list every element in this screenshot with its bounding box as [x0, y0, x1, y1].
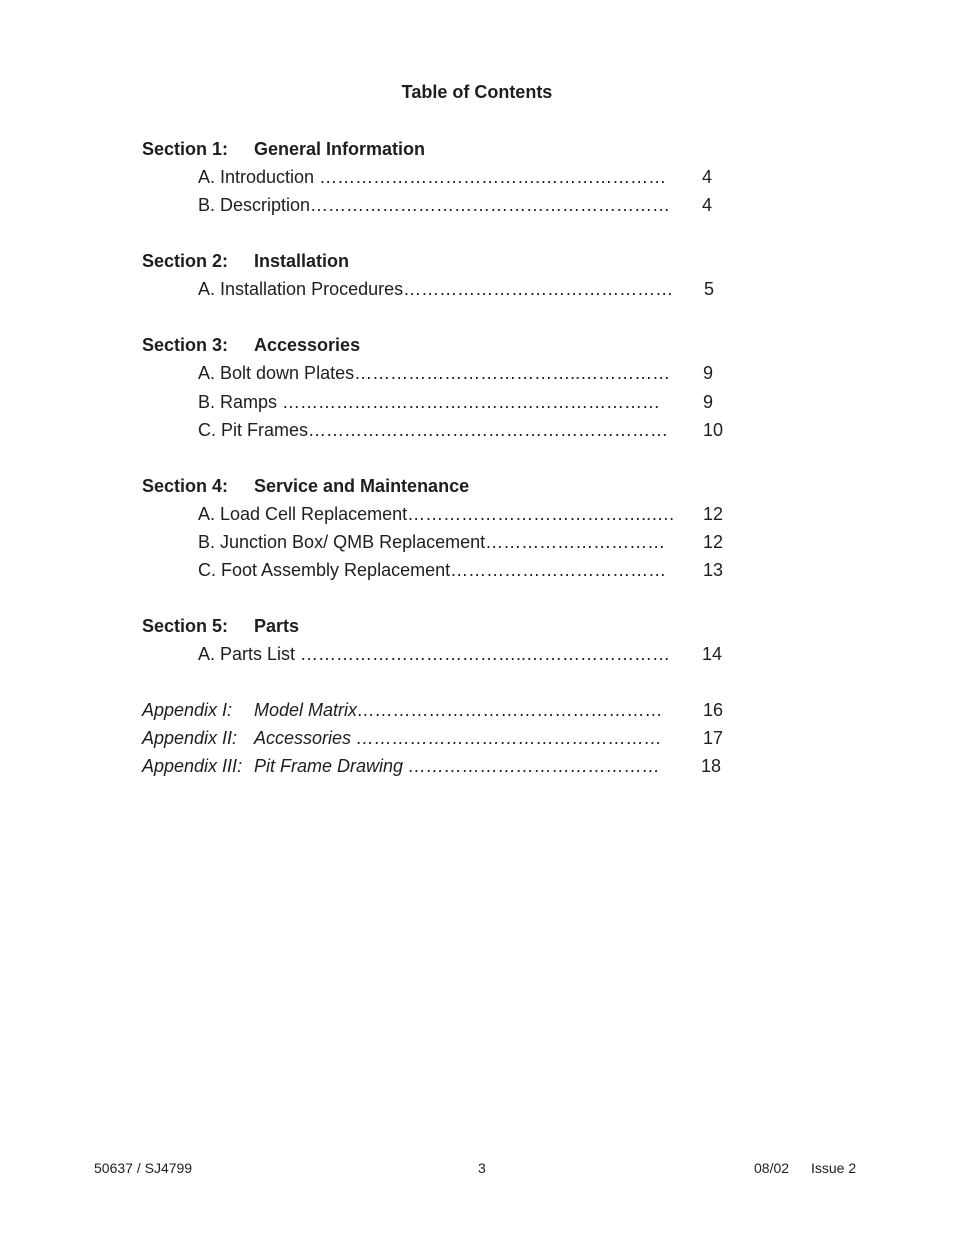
- section-1-heading: [142, 139, 425, 159]
- toc-appendix-page: 18: [701, 756, 722, 776]
- toc-entry-text: A. Parts List ………………………………..……………………: [198, 644, 671, 664]
- toc-entry-ramps[interactable]: [198, 392, 660, 412]
- appendix-label: Appendix II:: [142, 728, 238, 748]
- footer-issue: Issue 2: [811, 1160, 857, 1176]
- toc-entry-parts-list[interactable]: [198, 644, 670, 664]
- footer-date: 08/02: [754, 1160, 790, 1176]
- toc-entry-text: C. Foot Assembly Replacement………………………………: [198, 560, 667, 580]
- section-4-heading: [142, 476, 469, 496]
- toc-entry-page: 12: [703, 532, 724, 552]
- toc-entry-pit-frames[interactable]: [198, 420, 668, 440]
- toc-entry-text: A. Load Cell Replacement…………………………………..….: [198, 504, 675, 524]
- section-5-title: Parts: [254, 616, 300, 636]
- toc-entry-page: 12: [703, 504, 724, 524]
- toc-entry-bolt-down-plates[interactable]: [198, 363, 670, 383]
- section-2-heading: [142, 251, 349, 271]
- toc-entry-description[interactable]: [198, 195, 670, 215]
- toc-appendix-pit-frame-drawing[interactable]: [142, 756, 660, 776]
- section-1-number: Section 1:: [142, 139, 229, 159]
- appendix-label: Appendix I:: [142, 700, 233, 720]
- toc-entry-text: B. Ramps ………………………………………………………: [198, 392, 661, 412]
- section-2-title: Installation: [254, 251, 350, 271]
- toc-entry-load-cell-replacement[interactable]: [198, 504, 674, 524]
- appendix-title: Accessories ……………………………………………: [254, 728, 663, 748]
- toc-entry-text: A. Introduction ……………………………….…………………: [198, 167, 667, 187]
- section-1-title: General Information: [254, 139, 426, 159]
- toc-entry-text: B. Junction Box/ QMB Replacement…………………………: [198, 532, 666, 552]
- footer-doc-number: 50637 / SJ4799: [94, 1160, 193, 1176]
- toc-entry-page: 4: [702, 167, 713, 187]
- appendix-title: Pit Frame Drawing ……………………………………: [254, 756, 661, 776]
- toc-entry-page: 4: [702, 195, 713, 215]
- section-3-number: Section 3:: [142, 335, 229, 355]
- toc-appendix-accessories[interactable]: [142, 728, 662, 748]
- appendix-title: Model Matrix……………………………………………: [254, 700, 664, 720]
- toc-entry-installation-procedures[interactable]: [198, 279, 673, 299]
- toc-appendix-model-matrix[interactable]: [142, 700, 663, 720]
- footer-page-number: 3: [478, 1160, 486, 1176]
- toc-entry-introduction[interactable]: [198, 167, 666, 187]
- section-3-heading: [142, 335, 360, 355]
- toc-appendix-page: 16: [703, 700, 724, 720]
- toc-entry-page: 9: [703, 363, 714, 383]
- toc-entry-page: 5: [704, 279, 715, 299]
- toc-entry-page: 13: [703, 560, 724, 580]
- section-5-number: Section 5:: [142, 616, 229, 636]
- section-4-number: Section 4:: [142, 476, 229, 496]
- toc-entry-page: 9: [703, 392, 714, 412]
- toc-entry-junction-box-replacement[interactable]: [198, 532, 665, 552]
- page-title: Table of Contents: [401, 82, 553, 102]
- section-4-title: Service and Maintenance: [254, 476, 470, 496]
- appendix-label: Appendix III:: [142, 756, 243, 776]
- toc-entry-page: 14: [702, 644, 723, 664]
- section-5-heading: [142, 616, 299, 636]
- toc-appendix-page: 17: [703, 728, 724, 748]
- toc-entry-text: C. Pit Frames……………………………………………………: [198, 420, 669, 440]
- toc-entry-page: 10: [703, 420, 724, 440]
- section-3-title: Accessories: [254, 335, 361, 355]
- toc-entry-foot-assembly-replacement[interactable]: [198, 560, 666, 580]
- toc-entry-text: A. Bolt down Plates………………………………..……………: [198, 363, 671, 383]
- toc-entry-text: A. Installation Procedures………………………………………: [198, 279, 674, 299]
- section-2-number: Section 2:: [142, 251, 229, 271]
- toc-entry-text: B. Description……………………………………………………: [198, 195, 671, 215]
